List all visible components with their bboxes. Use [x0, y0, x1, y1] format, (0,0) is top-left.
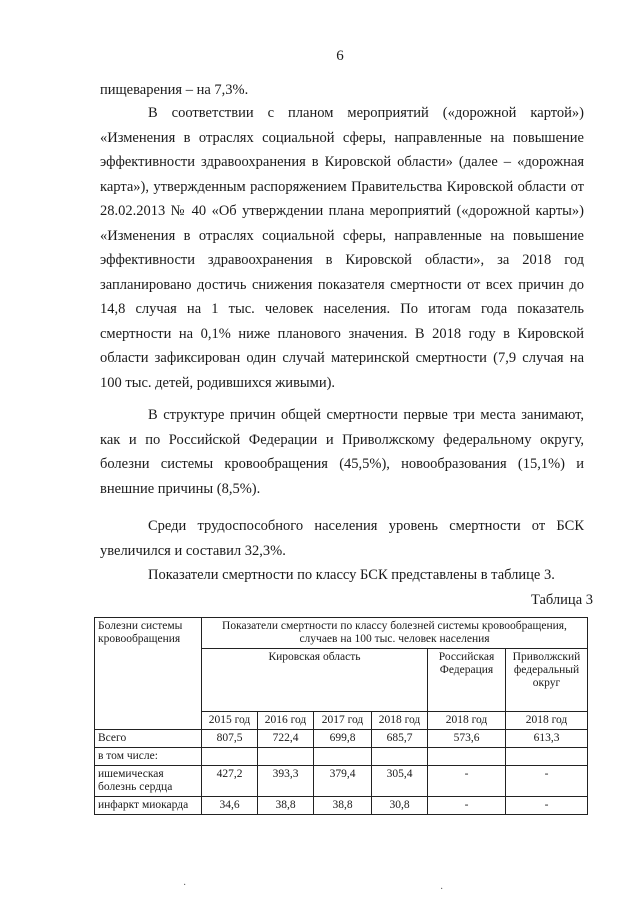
value-cell: 379,4	[314, 766, 372, 797]
table-row	[95, 766, 588, 797]
value-cell	[506, 748, 588, 766]
value-cell	[258, 748, 314, 766]
paragraph-0	[100, 78, 584, 103]
paragraph-text: Среди трудоспособного населения уровень смертности от БСК увеличился и составил 32,3%.	[100, 518, 584, 559]
value-cell	[372, 748, 428, 766]
paragraph-3	[100, 514, 584, 563]
mortality-table	[94, 617, 588, 815]
header-region-kirov: Кировская область	[202, 649, 428, 712]
year-cell: 2018 год	[506, 712, 588, 730]
value-cell: 30,8	[372, 797, 428, 815]
value-cell: 427,2	[202, 766, 258, 797]
row-label: Всего	[95, 730, 202, 748]
value-cell: 685,7	[372, 730, 428, 748]
scan-speck: ·	[183, 880, 187, 891]
value-cell: 393,3	[258, 766, 314, 797]
header-row-label: Болезни системы кровообращения	[95, 618, 202, 730]
value-cell: 38,8	[314, 797, 372, 815]
page-number: 6	[336, 48, 344, 64]
paragraph-1	[100, 101, 584, 395]
year-cell: 2018 год	[372, 712, 428, 730]
table-row	[95, 797, 588, 815]
value-cell: 699,8	[314, 730, 372, 748]
scan-speck: ·	[440, 884, 444, 895]
year-cell: 2016 год	[258, 712, 314, 730]
value-cell	[314, 748, 372, 766]
value-cell: -	[506, 766, 588, 797]
value-cell: 573,6	[428, 730, 506, 748]
table-row	[95, 730, 588, 748]
value-cell: 34,6	[202, 797, 258, 815]
value-cell: 305,4	[372, 766, 428, 797]
header-region-pfo: Приволжский федеральный округ	[506, 649, 588, 712]
value-cell: 38,8	[258, 797, 314, 815]
value-cell: 613,3	[506, 730, 588, 748]
value-cell: -	[428, 797, 506, 815]
year-cell: 2017 год	[314, 712, 372, 730]
paragraph-text: В структуре причин общей смертности первые три места занимают, как и по Российской Федерации и Приволжскому федеральному округу, болезни системы кровообращения (45,5%), новообразования (15,1%) и внешние причины (8,5%).	[100, 407, 584, 497]
year-cell: 2018 год	[428, 712, 506, 730]
paragraph-4	[100, 563, 584, 588]
value-cell: 722,4	[258, 730, 314, 748]
paragraph-2	[100, 403, 584, 501]
paragraph-text: В соответствии с планом мероприятий («дорожной картой») «Изменения в отраслях социальной сферы, направленные на повышение эффективности здравоохранения в Кировской области» (далее – «дорожная карта»), утвержденным распоряжением Правительства Кировской области от 28.02.2013 № 40 «Об утверждении плана мероприятий («дорожной карты») «Изменения в отраслях социальной сферы, направленные на повышение эффективности здравоохранения в Кировской области», за 2018 год запланировано достичь снижения показателя смертности от всех причин до 14,8 случая на 1 тыс. человек населения. По итогам года показатель смертности на 0,1% ниже планового значения. В 2018 году в Кировской области зафиксирован один случай материнской смертности (7,9 случая на 100 тыс. детей, родившихся живыми).	[100, 105, 584, 391]
value-cell	[428, 748, 506, 766]
table-caption: Таблица 3	[530, 592, 593, 608]
header-region-rf: Российская Федерация	[428, 649, 506, 712]
row-label: ишемическая болезнь сердца	[95, 766, 202, 797]
paragraph-text: пищеварения – на 7,3%.	[100, 82, 249, 98]
value-cell: -	[428, 766, 506, 797]
value-cell: 807,5	[202, 730, 258, 748]
paragraph-text: Показатели смертности по классу БСК представлены в таблице 3.	[148, 567, 555, 583]
row-label: в том числе:	[95, 748, 202, 766]
table-header-row	[95, 618, 588, 649]
value-cell: -	[506, 797, 588, 815]
table-row	[95, 748, 588, 766]
year-cell: 2015 год	[202, 712, 258, 730]
header-main: Показатели смертности по классу болезней системы кровообращения, случаев на 100 тыс. человек населения	[202, 618, 588, 649]
value-cell	[202, 748, 258, 766]
row-label: инфаркт миокарда	[95, 797, 202, 815]
